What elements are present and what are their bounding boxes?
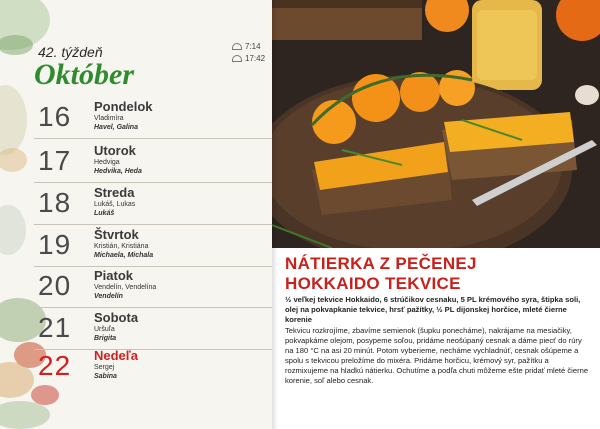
- name-day-alt: Michaela, Michala: [94, 252, 154, 259]
- sunset: [232, 54, 265, 63]
- name-day: Hedviga: [94, 159, 120, 166]
- name-day-alt: Lukáš: [94, 210, 115, 217]
- day-number: 20: [38, 270, 72, 301]
- sunrise: [232, 42, 261, 51]
- day-row: [34, 264, 272, 308]
- name-day-alt: Hedvika, Heda: [94, 168, 142, 175]
- day-number: 22: [38, 350, 72, 381]
- name-day-alt: Vendelín: [94, 293, 123, 300]
- day-row: [34, 139, 272, 183]
- name-day-alt: Brigita: [94, 335, 117, 342]
- recipe-ingredients: ½ veľkej tekvice Hokkaido, 6 strúčikov cesnaku, 5 PL krémového syra, štipka soli, olej na pokvapkanie tekvice, hrsť pažítky, ½ PL dijonskej horčice, mleté čierne korenie: [285, 295, 581, 324]
- month-title: Október: [34, 58, 134, 91]
- food-photo: [272, 0, 600, 248]
- recipe-title-line2: HOKKAIDO TEKVICE: [285, 274, 461, 293]
- name-day: Lukáš, Lukas: [94, 201, 136, 208]
- page-spine: [272, 0, 278, 429]
- name-day-alt: Havel, Galina: [94, 124, 138, 131]
- recipe-method: Tekvicu rozkrojíme, zbavíme semienok (šupku ponecháme), nakrájame na mesiačiky, pokvapkáme olejom, posypeme soľou, pridáme neošúpaný cesnak a dáme piecť do rúry na 180 °C na asi 20 minút. Potom vyberieme, necháme vychladnúť, cesnak ošúpeme a spolu s tekvicou preložíme do mixéra. Pridáme horčicu, krémový syr, pažítku a rozmixujeme na hladkú nátierku. Ochutíme a podľa chuti môžeme ešte pridať mleté čierne korenie, soľ alebo cesnak.: [285, 326, 589, 385]
- sunrise-time: 7:14: [245, 42, 261, 51]
- sunset-icon: [232, 55, 242, 62]
- day-row: [34, 95, 272, 139]
- day-number: 18: [38, 187, 72, 218]
- name-day: Kristián, Kristiána: [94, 243, 149, 250]
- sunset-time: 17:42: [245, 54, 266, 63]
- name-day: Uršuľa: [94, 326, 115, 333]
- calendar-page: [0, 0, 272, 429]
- week-label: 42. týždeň: [38, 44, 103, 60]
- day-name: Sobota: [94, 310, 139, 325]
- day-name: Pondelok: [94, 99, 153, 114]
- day-name: Streda: [94, 185, 135, 200]
- name-day-alt: Sabina: [94, 373, 117, 380]
- day-row: [34, 181, 272, 225]
- name-day: Sergej: [94, 364, 115, 371]
- name-day: Vendelín, Vendelína: [94, 284, 157, 291]
- day-name: Utorok: [94, 143, 136, 158]
- day-number: 21: [38, 312, 72, 343]
- day-row-sunday: [34, 344, 272, 388]
- sunrise-icon: [232, 43, 242, 50]
- day-row: [34, 223, 272, 267]
- day-number: 17: [38, 145, 72, 176]
- day-name: Piatok: [94, 268, 134, 283]
- recipe-title-line1: NÁTIERKA Z PEČENEJ: [285, 254, 477, 273]
- day-name: Štvrtok: [94, 227, 139, 242]
- recipe-title: [285, 254, 585, 294]
- day-name: Nedeľa: [94, 348, 139, 363]
- day-number: 16: [38, 101, 72, 132]
- name-day: Vladimíra: [94, 115, 124, 122]
- day-number: 19: [38, 229, 72, 260]
